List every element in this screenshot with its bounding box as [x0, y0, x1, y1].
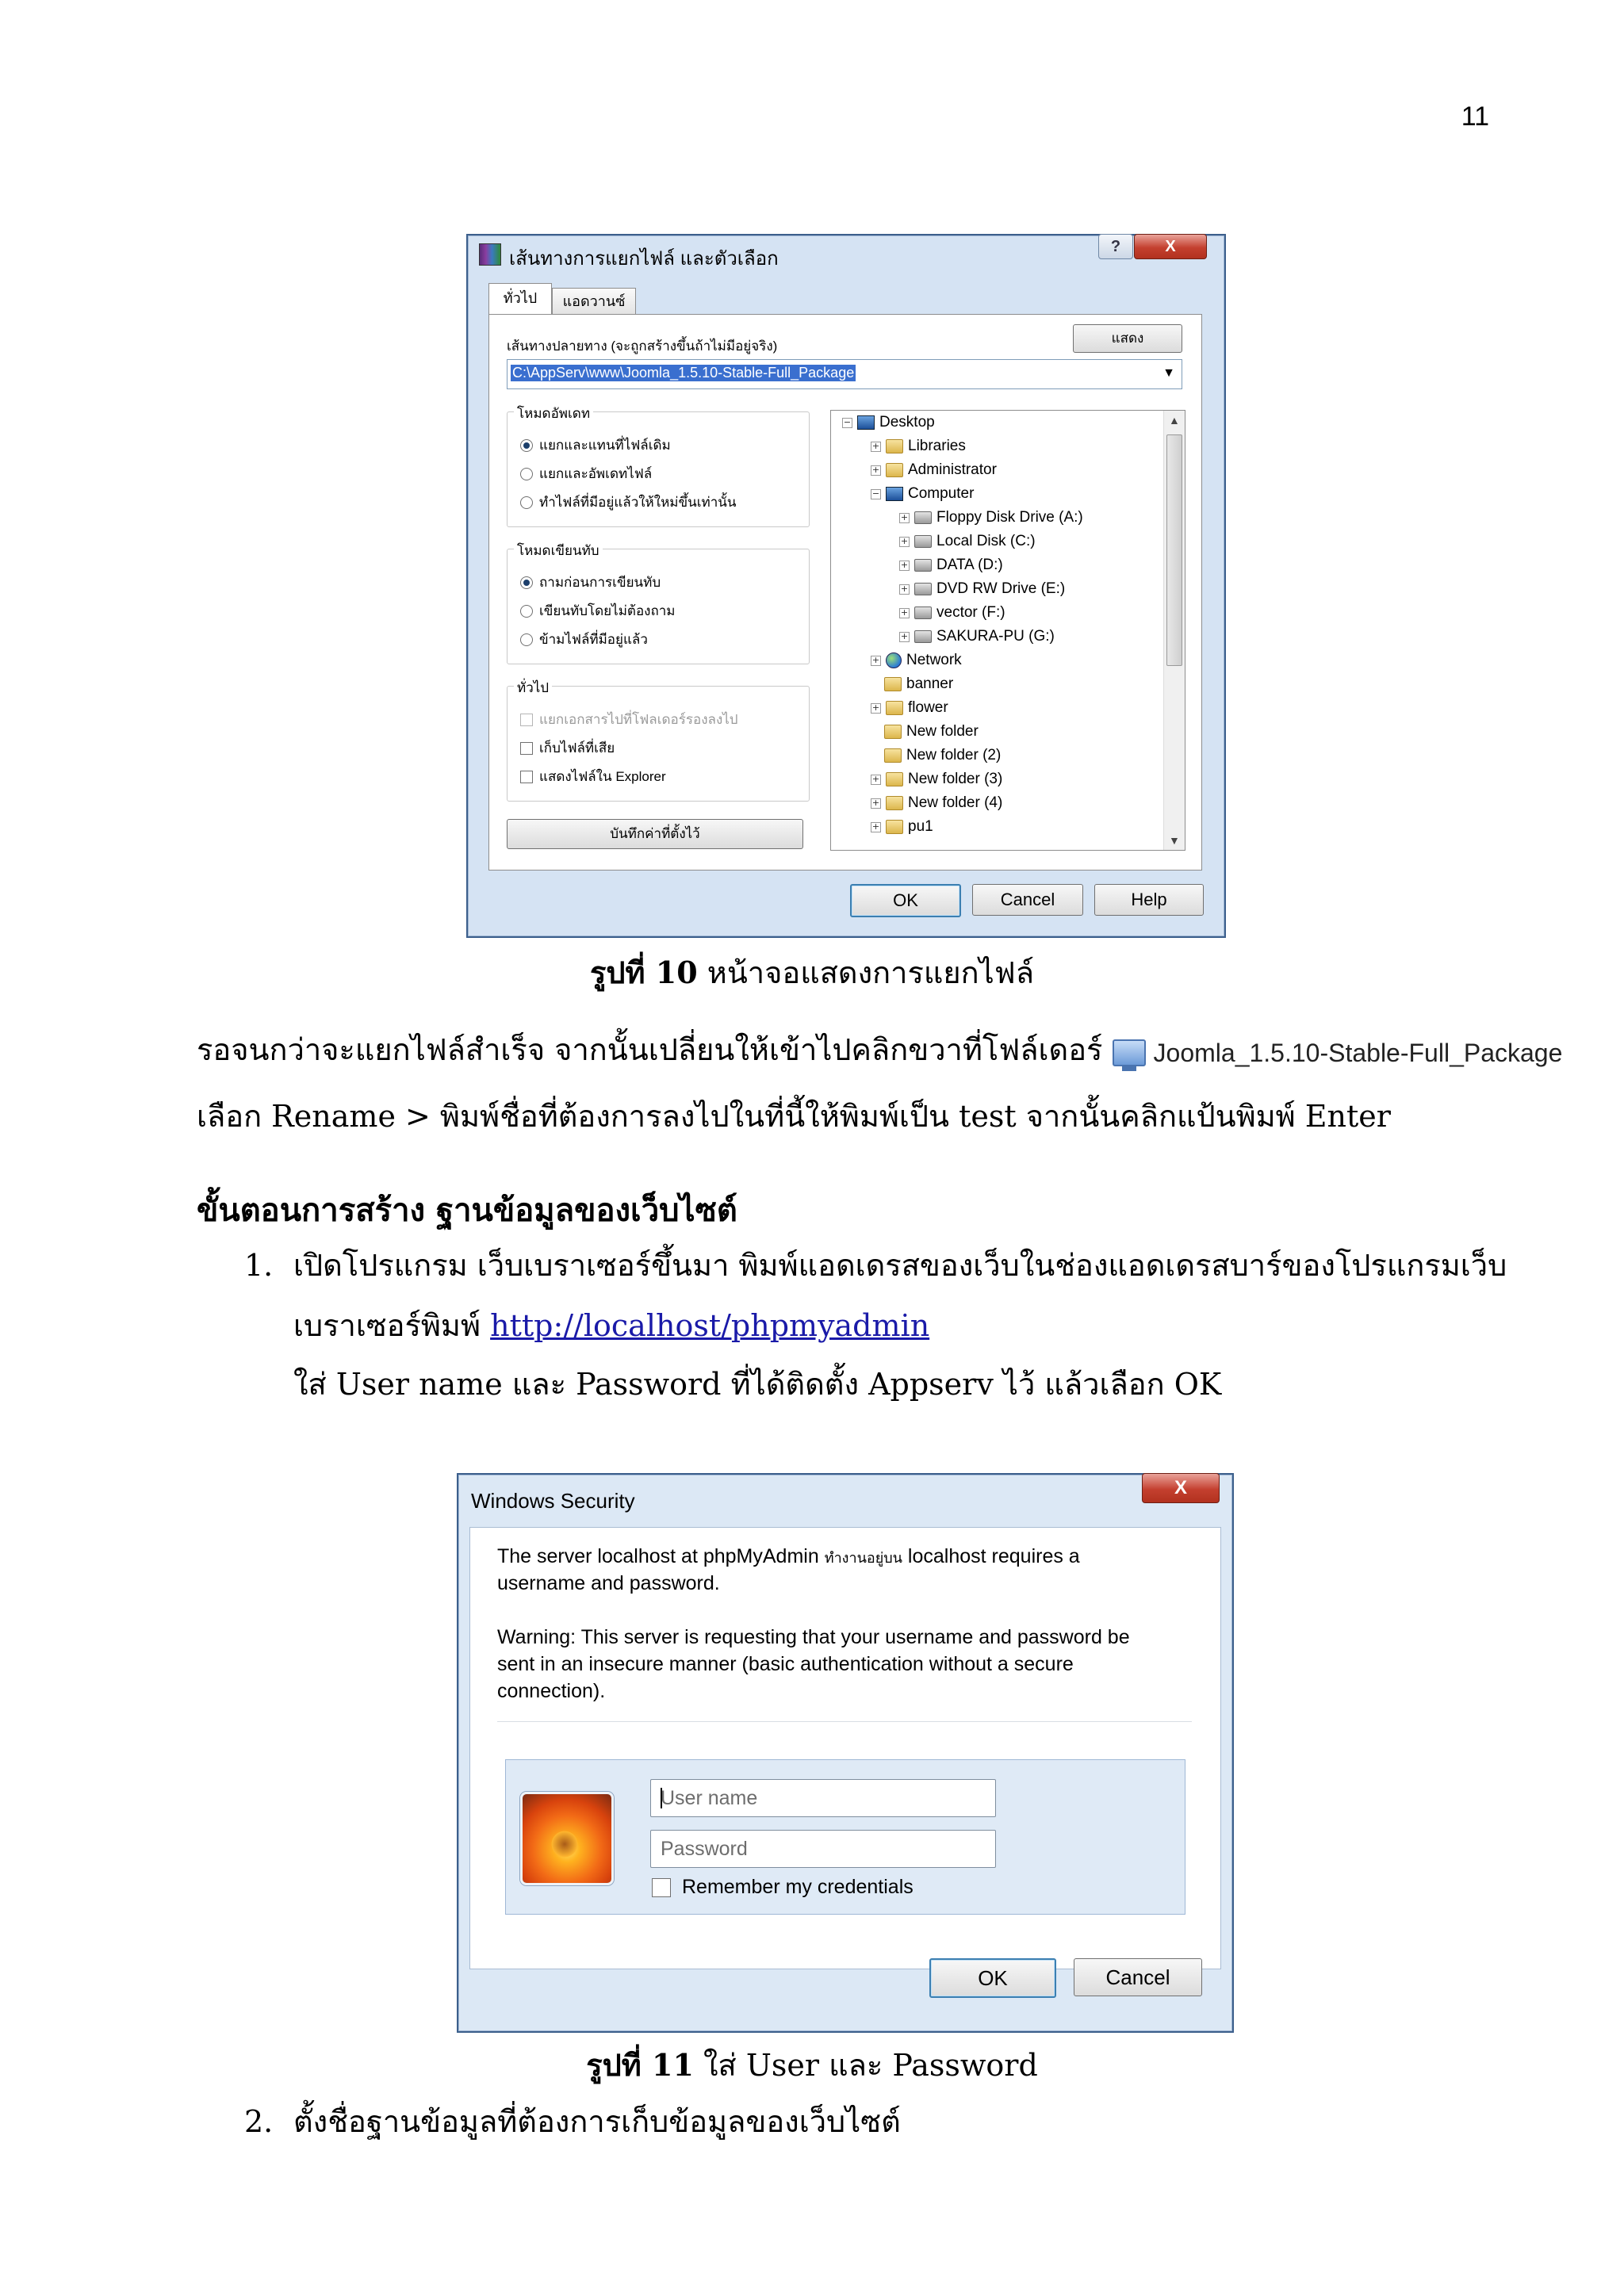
tree-item-local-disk-c[interactable]: + Local Disk (C:): [900, 533, 1036, 549]
general-legend: ทั่วไป: [514, 677, 552, 698]
security-dialog-body: [469, 1527, 1221, 1969]
server-message-line-1: The server localhost at phpMyAdmin ทำงานอยู่บน localhost requires a: [497, 1545, 1080, 1567]
folder-icon: [886, 772, 903, 786]
credential-panel: [505, 1759, 1185, 1915]
flower-icon: [550, 1829, 580, 1859]
expand-icon[interactable]: +: [871, 797, 880, 808]
figure-11-caption: รูปที่ 11 ใส่ User และ Password: [586, 2047, 1038, 2083]
radio-off-icon[interactable]: [520, 496, 533, 509]
expand-icon[interactable]: +: [900, 559, 909, 570]
checkbox-show-in-explorer[interactable]: แสดงไฟล์ใน Explorer: [520, 766, 666, 787]
folder-icon: [886, 796, 903, 810]
destination-label: เส้นทางปลายทาง (จะถูกสร้างขึ้นถ้าไม่มีอยู่จริง): [507, 339, 778, 354]
security-dialog-title: Windows Security: [471, 1489, 635, 1513]
user-folder-icon: [886, 463, 903, 477]
floppy-drive-icon: [914, 511, 932, 524]
hard-drive-icon: [914, 559, 932, 572]
windows-security-dialog: [457, 1473, 1234, 2033]
tree-item-data-d[interactable]: + DATA (D:): [900, 557, 1003, 573]
tree-item-new-folder-2[interactable]: New folder (2): [884, 747, 1001, 764]
ok-button[interactable]: OK: [850, 884, 961, 917]
username-input[interactable]: [650, 1779, 996, 1817]
tree-item-new-folder-3[interactable]: + New folder (3): [871, 771, 1003, 787]
password-input[interactable]: [650, 1830, 996, 1868]
checkbox-extract-subfolders[interactable]: แยกเอกสารไปที่โฟลเดอร์รองลงไป: [520, 709, 738, 730]
rar-icon: [479, 243, 501, 266]
tree-item-floppy[interactable]: + Floppy Disk Drive (A:): [900, 509, 1083, 526]
step-1-line-3: ใส่ User name และ Password ที่ได้ติดตั้ง Appserv ไว้ แล้วเลือก OK: [293, 1367, 1222, 1402]
paragraph-line-1: รอจนกว่าจะแยกไฟล์สำเร็จ จากนั้นเปลี่ยนให้เข้าไปคลิกขวาที่โฟล์เดอร์ Joomla_1.5.10-Stable-Full_Package: [197, 1020, 1562, 1083]
paragraph-line-2: เลือก Rename > พิมพ์ชื่อที่ต้องการลงไปในที่นี้ให้พิมพ์เป็น test จากนั้นคลิกแป้นพิมพ์ Enter: [197, 1099, 1391, 1134]
tree-item-new-folder-4[interactable]: + New folder (4): [871, 794, 1003, 811]
dropdown-arrow-icon[interactable]: ▼: [1162, 366, 1175, 380]
tree-item-network[interactable]: + Network: [871, 652, 962, 668]
collapse-icon[interactable]: −: [843, 416, 852, 427]
separator: [497, 1721, 1192, 1722]
radio-ask-overwrite[interactable]: ถามก่อนการเขียนทับ: [520, 572, 661, 593]
radio-off-icon[interactable]: [520, 468, 533, 480]
page-number: 11: [1461, 101, 1489, 132]
radio-off-icon[interactable]: [520, 605, 533, 618]
radio-extract-update[interactable]: แยกและอัพเดทไฟล์: [520, 463, 652, 484]
cancel-button[interactable]: Cancel: [972, 884, 1083, 916]
radio-on-icon[interactable]: [520, 576, 533, 589]
tree-scrollbar[interactable]: [1163, 411, 1185, 850]
user-avatar: [520, 1792, 614, 1885]
warning-line-1: Warning: This server is requesting that your username and password be: [497, 1626, 1130, 1648]
show-button[interactable]: แสดง: [1073, 324, 1182, 353]
step-1-line-1: เปิดโปรแกรม เว็บเบราเซอร์ขึ้นมา พิมพ์แอดเดรสของเว็บในช่องแอดเดรสบาร์ของโปรแกรมเว็บ: [293, 1248, 1507, 1283]
security-close-button[interactable]: X: [1142, 1473, 1220, 1503]
tree-item-desktop[interactable]: − Desktop: [843, 414, 935, 430]
password-placeholder: Password: [661, 1838, 748, 1860]
scroll-down-icon[interactable]: ▼: [1169, 834, 1180, 847]
close-button[interactable]: X: [1134, 234, 1207, 259]
help-button[interactable]: Help: [1094, 884, 1204, 916]
radio-off-icon[interactable]: [520, 633, 533, 646]
expand-icon[interactable]: +: [871, 464, 880, 475]
checkbox-keep-broken[interactable]: เก็บไฟล์ที่เสีย: [520, 737, 615, 759]
security-ok-button[interactable]: OK: [929, 1958, 1056, 1998]
tree-item-new-folder[interactable]: New folder: [884, 723, 979, 740]
expand-icon[interactable]: +: [900, 583, 909, 594]
dialog-title: เส้นทางการแยกไฟล์ และตัวเลือก: [509, 248, 779, 270]
tree-item-banner[interactable]: banner: [884, 675, 953, 693]
help-title-button[interactable]: ?: [1098, 234, 1133, 259]
expand-icon[interactable]: +: [871, 773, 880, 784]
checkbox-icon[interactable]: [652, 1878, 671, 1897]
checkbox-icon[interactable]: [520, 714, 533, 726]
extract-dialog: [466, 234, 1226, 938]
collapse-icon[interactable]: −: [871, 488, 880, 499]
expand-icon[interactable]: +: [900, 630, 909, 641]
section-heading: ขั้นตอนการสร้าง ฐานข้อมูลของเว็บไซต์: [197, 1192, 737, 1229]
radio-on-icon[interactable]: [520, 439, 533, 452]
tab-general[interactable]: ทั่วไป: [488, 283, 552, 316]
tree-item-administrator[interactable]: + Administrator: [871, 461, 997, 478]
tab-panel: [488, 314, 1202, 871]
figure-10-caption: รูปที่ 10 หน้าจอแสดงการแยกไฟล์: [590, 955, 1034, 990]
general-group: [507, 680, 810, 802]
checkbox-icon[interactable]: [520, 771, 533, 783]
overwrite-mode-group: [507, 543, 810, 664]
warning-line-2: sent in an insecure manner (basic authentication without a secure: [497, 1653, 1074, 1675]
usb-drive-icon: [914, 630, 932, 643]
folder-icon: [1113, 1039, 1146, 1066]
update-mode-group: [507, 406, 810, 527]
step-1-number: 1.: [244, 1248, 274, 1283]
phpmyadmin-link[interactable]: http://localhost/phpmyadmin: [490, 1308, 930, 1343]
expand-icon[interactable]: +: [871, 440, 880, 451]
expand-icon[interactable]: +: [900, 511, 909, 522]
destination-path-input[interactable]: [507, 359, 1182, 389]
radio-extract-replace[interactable]: แยกและแทนที่ไฟล์เดิม: [520, 434, 671, 456]
radio-fresh-existing[interactable]: ทำไฟล์ที่มีอยู่แล้วให้ใหม่ขึ้นเท่านั้น: [520, 492, 737, 513]
inline-folder-reference: Joomla_1.5.10-Stable-Full_Package: [1113, 1023, 1563, 1083]
folder-tree[interactable]: [830, 410, 1185, 851]
expand-icon[interactable]: +: [900, 535, 909, 546]
expand-icon[interactable]: +: [871, 702, 880, 713]
radio-overwrite-without-prompt[interactable]: เขียนทับโดยไม่ต้องถาม: [520, 600, 676, 622]
path-value: C:\AppServ\www\Joomla_1.5.10-Stable-Full_Package: [512, 365, 855, 381]
step-2-number: 2.: [244, 2104, 274, 2139]
username-placeholder: User name: [661, 1787, 758, 1809]
dvd-drive-icon: [914, 583, 932, 595]
folder-icon: [884, 748, 902, 763]
tree-item-pu1[interactable]: + pu1: [871, 818, 933, 835]
checkbox-icon[interactable]: [520, 742, 533, 755]
expand-icon[interactable]: +: [900, 607, 909, 618]
computer-icon: [886, 487, 903, 501]
expand-icon[interactable]: +: [871, 654, 880, 665]
step-2-text: ตั้งชื่อฐานข้อมูลที่ต้องการเก็บข้อมูลของเว็บไซต์: [293, 2104, 901, 2139]
update-mode-legend: โหมดอัพเดท: [514, 403, 593, 424]
network-icon: [886, 652, 902, 668]
remember-credentials-checkbox[interactable]: Remember my credentials: [652, 1876, 914, 1899]
overwrite-mode-legend: โหมดเขียนทับ: [514, 540, 603, 561]
warning-line-3: connection).: [497, 1680, 606, 1702]
security-cancel-button[interactable]: Cancel: [1074, 1958, 1202, 1996]
folder-icon: [886, 701, 903, 715]
tree-item-flower[interactable]: + flower: [871, 699, 948, 716]
radio-skip-existing[interactable]: ข้ามไฟล์ที่มีอยู่แล้ว: [520, 629, 648, 650]
tree-item-computer[interactable]: − Computer: [871, 485, 975, 502]
folder-icon: [886, 820, 903, 834]
scroll-thumb[interactable]: [1166, 434, 1182, 666]
usb-drive-icon: [914, 607, 932, 619]
libraries-icon: [886, 439, 903, 453]
save-settings-button[interactable]: บันทึกค่าที่ตั้งไว้: [507, 819, 803, 849]
folder-icon: [884, 725, 902, 739]
tree-item-libraries[interactable]: + Libraries: [871, 438, 966, 454]
hard-drive-icon: [914, 535, 932, 548]
tree-item-sakura-g[interactable]: + SAKURA-PU (G:): [900, 628, 1055, 645]
scroll-up-icon[interactable]: ▲: [1169, 414, 1180, 427]
desktop-icon: [857, 415, 875, 430]
folder-icon: [884, 677, 902, 691]
server-message-line-2: username and password.: [497, 1572, 720, 1594]
tree-item-vector-f[interactable]: + vector (F:): [900, 604, 1005, 621]
step-1-line-2: เบราเซอร์พิมพ์ http://localhost/phpmyadmin: [293, 1308, 930, 1343]
tab-advanced[interactable]: แอดวานซ์: [552, 288, 636, 314]
expand-icon[interactable]: +: [871, 821, 880, 832]
tree-item-dvd-e[interactable]: + DVD RW Drive (E:): [900, 580, 1066, 597]
